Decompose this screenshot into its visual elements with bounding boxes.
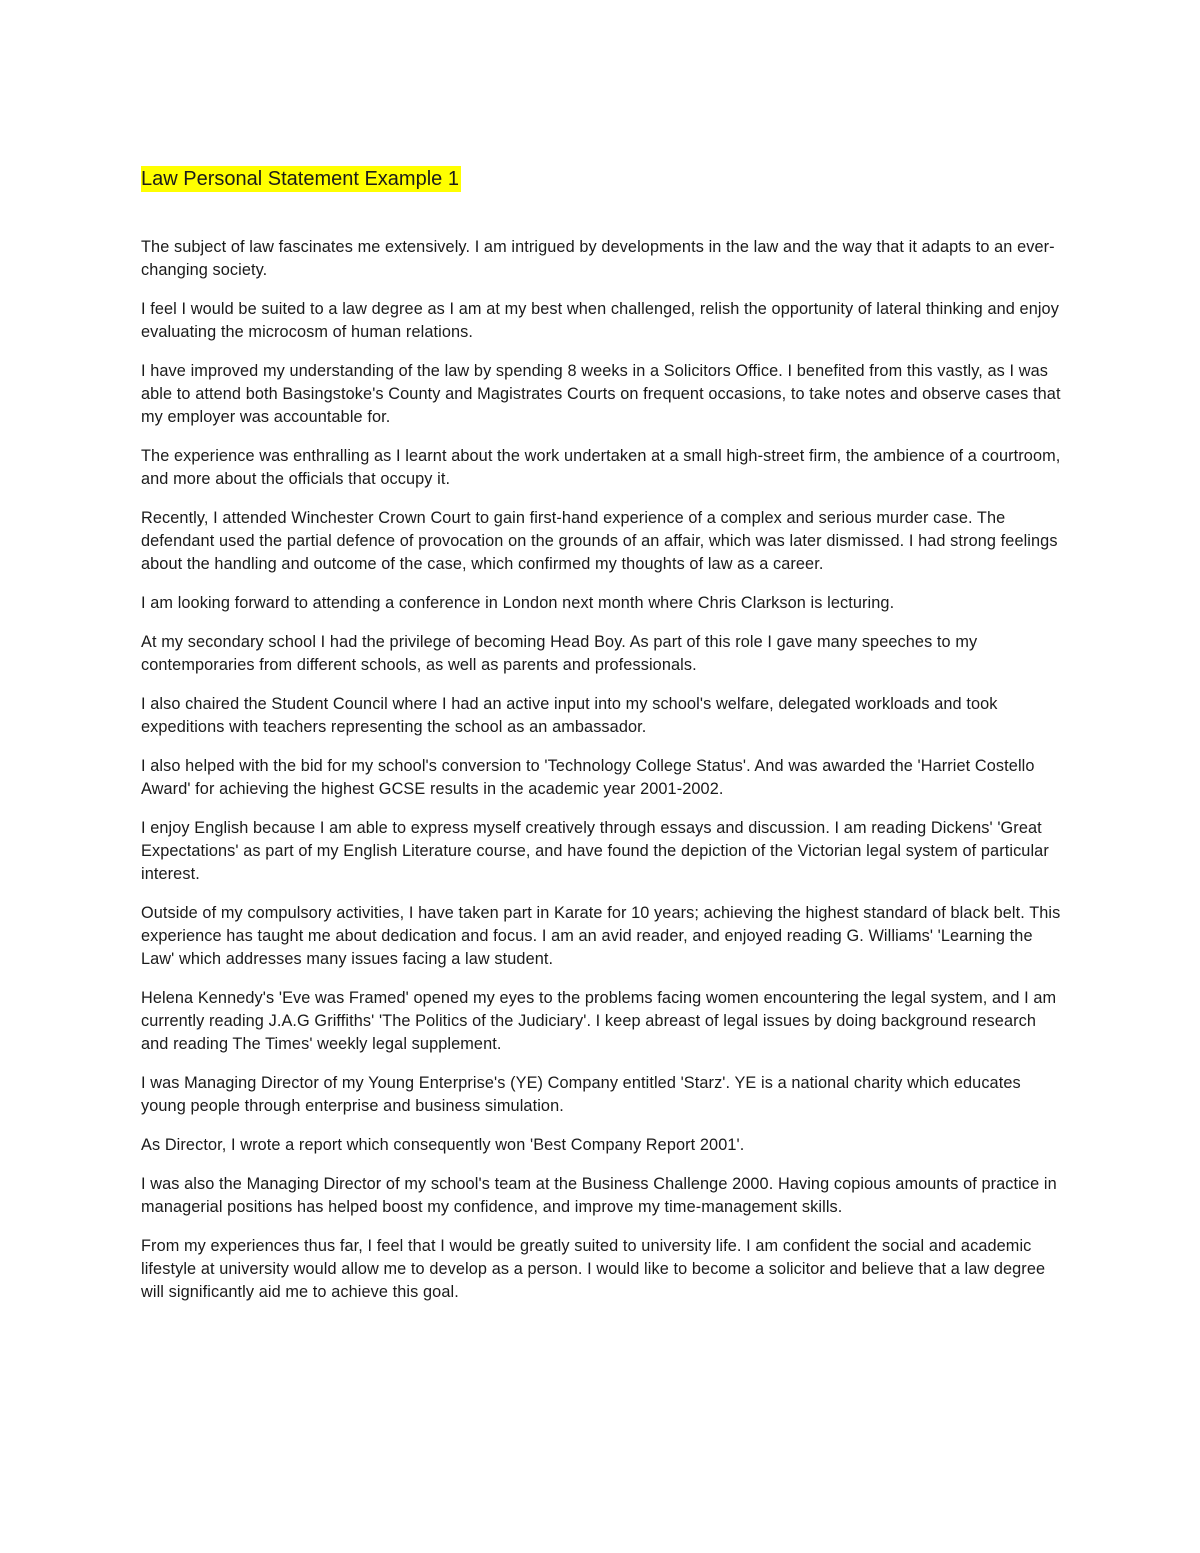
document-body (141, 166, 1061, 1320)
paragraph: I have improved my understanding of the law by spending 8 weeks in a Solicitors Office. I benefited from this vastly, as I was able to attend both Basingstoke's County and Magistrates Courts on frequent occasions, to take notes and observe cases that my employer was accountable for. (141, 362, 1061, 426)
paragraph: The experience was enthralling as I learnt about the work undertaken at a small high-street firm, the ambience of a courtroom, and more about the officials that occupy it. (141, 447, 1061, 488)
paragraph: Outside of my compulsory activities, I have taken part in Karate for 10 years; achieving the highest standard of black belt. This experience has taught me about dedication and focus. I am an avid reader, and enjoyed reading G. Williams' 'Learning the Law' which addresses many issues facing a law student. (141, 904, 1061, 968)
paragraph: I also helped with the bid for my school's conversion to 'Technology College Status'. And was awarded the 'Harriet Costello Award' for achieving the highest GCSE results in the academic year 2001-2002. (141, 757, 1035, 798)
paragraph: I enjoy English because I am able to express myself creatively through essays and discussion. I am reading Dickens' 'Great Expectations' as part of my English Literature course, and have found the depiction of the Victorian legal system of particular interest. (141, 819, 1049, 883)
paragraph: I was Managing Director of my Young Enterprise's (YE) Company entitled 'Starz'. YE is a national charity which educates young people through enterprise and business simulation. (141, 1074, 1021, 1115)
paragraph: Helena Kennedy's 'Eve was Framed' opened my eyes to the problems facing women encountering the legal system, and I am currently reading J.A.G Griffiths' 'The Politics of the Judiciary'. I keep abreast of legal issues by doing background research and reading The Times' weekly legal supplement. (141, 989, 1057, 1053)
paragraph: I am looking forward to attending a conference in London next month where Chris Clarkson is lecturing. (141, 594, 895, 612)
document-title: Law Personal Statement Example 1 (141, 168, 459, 190)
paragraph: The subject of law fascinates me extensively. I am intrigued by developments in the law and the way that it adapts to an ever-changing society. (141, 238, 1055, 279)
paragraph: At my secondary school I had the privilege of becoming Head Boy. As part of this role I gave many speeches to my contemporaries from different schools, as well as parents and professionals. (141, 633, 978, 674)
paragraph: As Director, I wrote a report which consequently won 'Best Company Report 2001'. (141, 1136, 745, 1154)
paragraph: From my experiences thus far, I feel that I would be greatly suited to university life. I am confident the social and academic lifestyle at university would allow me to develop as a person. I would like to become a solicitor and believe that a law degree will significantly aid me to achieve this goal. (141, 1237, 1046, 1301)
paragraph: I also chaired the Student Council where I had an active input into my school's welfare, delegated workloads and took expeditions with teachers representing the school as an ambassador. (141, 695, 998, 736)
paragraph: Recently, I attended Winchester Crown Court to gain first-hand experience of a complex and serious murder case. The defendant used the partial defence of provocation on the grounds of an affair, which was later dismissed. I had strong feelings about the handling and outcome of the case, which confirmed my thoughts of law as a career. (141, 509, 1058, 573)
paragraph: I was also the Managing Director of my school's team at the Business Challenge 2000. Having copious amounts of practice in managerial positions has helped boost my confidence, and improve my time-management skills. (141, 1175, 1057, 1216)
paragraph: I feel I would be suited to a law degree as I am at my best when challenged, relish the opportunity of lateral thinking and enjoy evaluating the microcosm of human relations. (141, 300, 1059, 341)
